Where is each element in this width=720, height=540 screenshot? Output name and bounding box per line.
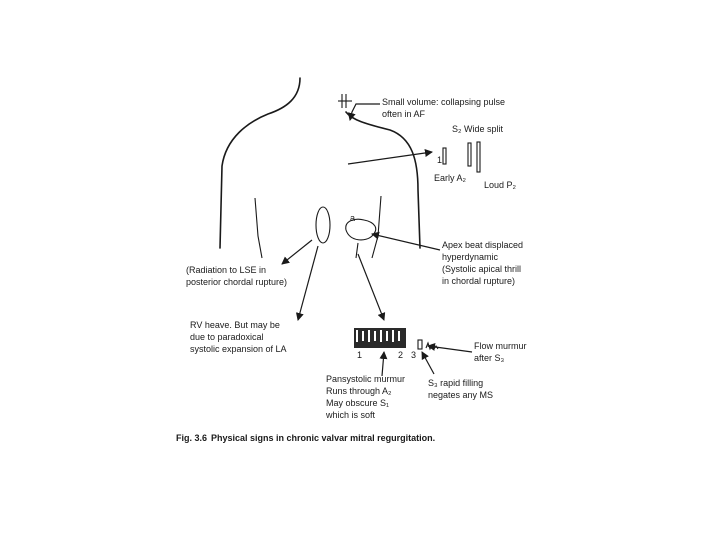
s2-split-symbol — [443, 142, 480, 172]
apex-label-line2: hyperdynamic — [442, 252, 499, 262]
pulse-label-line1: Small volume: collapsing pulse — [382, 97, 506, 107]
murmur-waveform — [354, 328, 438, 349]
figure-caption-text: Physical signs in chronic valvar mitral regurgitation. — [211, 433, 436, 443]
pulse-label-line2: often in AF — [382, 109, 426, 119]
apex-label-line3: (Systolic apical thrill — [442, 264, 522, 274]
loud-p2-label: Loud P₂ — [484, 180, 517, 190]
pansystolic-label-line3: May obscure S₁ — [326, 398, 390, 408]
heart-sound-1: 1 — [357, 350, 363, 360]
rv-heave-label-line3: systolic expansion of LA — [190, 344, 287, 354]
early-a2-label: Early A₂ — [434, 173, 467, 183]
s3-label-line2: negates any MS — [428, 390, 494, 400]
figure-caption — [176, 433, 435, 443]
heart-sound-3: 3 — [411, 350, 417, 360]
pansystolic-label-line1: Pansystolic murmur — [326, 374, 406, 384]
apex-label-line1: Apex beat displaced — [442, 240, 524, 250]
flow-murmur-label-line2: after S₃ — [474, 353, 505, 363]
s2-title: S₂ Wide split — [452, 124, 504, 134]
heart-area — [316, 207, 376, 258]
pulse-symbol — [338, 94, 352, 108]
rv-heave-label-line2: due to paradoxical — [190, 332, 264, 342]
s3-label-line1: S₃ rapid filling — [428, 378, 484, 388]
radiation-label-line2: posterior chordal rupture) — [186, 277, 288, 287]
figure-number: Fig. 3.6 — [176, 433, 208, 443]
flow-murmur-label-line1: Flow murmur — [474, 341, 527, 351]
s2-marker: 1 — [437, 155, 443, 165]
rv-heave-label-line1: RV heave. But may be — [190, 320, 280, 330]
heart-sound-2: 2 — [398, 350, 404, 360]
apex-label-line4: in chordal rupture) — [442, 276, 516, 286]
pansystolic-label-line4: which is soft — [326, 410, 376, 420]
radiation-label-line1: (Radiation to LSE in — [186, 265, 267, 275]
pansystolic-label-line2: Runs through A₂ — [326, 386, 392, 396]
apex-marker: a — [350, 213, 356, 223]
